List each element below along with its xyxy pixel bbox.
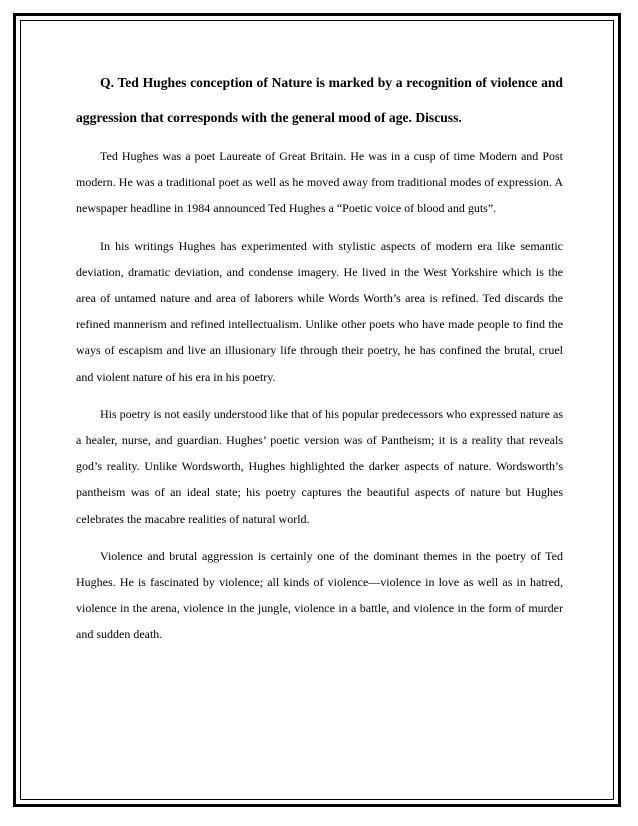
paragraph-intro: Ted Hughes was a poet Laureate of Great Britain. He was in a cusp of time Modern and Post modern. He was a traditional poet as well as he moved away from traditional modes of expression. A newspaper headline in 1984 announced Ted Hughes a “Poetic voice of blood and guts”. xyxy=(76,149,563,216)
document-body xyxy=(76,66,563,659)
paragraph-style: In his writings Hughes has experimented with stylistic aspects of modern era like semantic deviation, dramatic deviation, and condense imagery. He lived in the West Yorkshire which is the area of untamed nature and area of laborers while Words Worth’s area is refined. Ted discards the refined mannerism and refined intellectualism. Unlike other poets who have made people to find the ways of escapism and live an illusionary life through their poetry, he has confined the brutal, cruel and violent nature of his era in his poetry. xyxy=(76,238,563,384)
paragraph-violence: Violence and brutal aggression is certainly one of the dominant themes in the poetry of Ted Hughes. He is fascinated by violence; all kinds of violence—violence in love as well as in hatred, violence in the arena, violence in the jungle, violence in a battle, and violence in the form of murder and sudden death. xyxy=(76,548,563,642)
paragraph-pantheism: His poetry is not easily understood like that of his popular predecessors who expressed nature as a healer, nurse, and guardian. Hughes’ poetic version was of Pantheism; it is a reality that reveals god’s reality. Unlike Wordsworth, Hughes highlighted the darker aspects of nature. Wordsworth’s pantheism was of an ideal state; his poetry captures the beautiful aspects of nature but Hughes celebrates the macabre realities of natural world. xyxy=(76,406,563,526)
question-heading: Q. Ted Hughes conception of Nature is marked by a recognition of violence and aggression that corresponds with the general mood of age. Discuss. xyxy=(76,75,563,125)
